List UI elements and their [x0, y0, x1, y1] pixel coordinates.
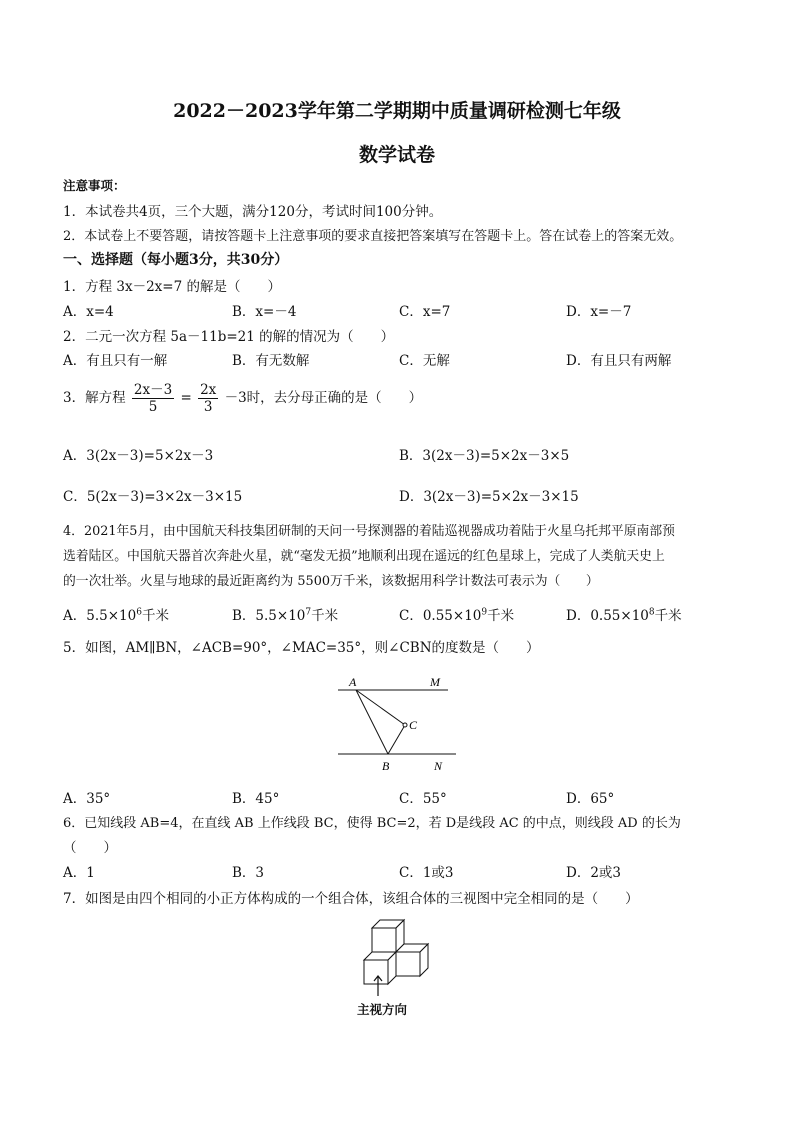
- cube-right: [396, 944, 428, 976]
- q2-stem: 2．二元一次方程 5a－11b=21 的解的情况为（ ）: [63, 329, 395, 345]
- q4-a-unit: 千米: [141, 608, 169, 624]
- q1-option-b: B．x=－4: [232, 304, 297, 320]
- q7-caption: 主视方向: [357, 1002, 408, 1017]
- q3-equals: =: [180, 390, 192, 406]
- q3-fraction-1: [132, 382, 174, 415]
- q5-option-c: C．55°: [399, 791, 447, 807]
- q3-option-c: C．5(2x－3)=3×2x－3×15: [63, 489, 243, 505]
- q6-paren: （ ）: [63, 840, 117, 856]
- label-c: C: [409, 718, 418, 732]
- label-a: A: [349, 675, 357, 689]
- q5-option-a: A．35°: [63, 791, 111, 807]
- q4-option-a: [63, 604, 169, 624]
- q6-stem: 6．已知线段 AB=4，在直线 AB 上作线段 BC，使得 BC=2，若 D是线段 AC 的中点，则线段 AD 的长为: [63, 816, 681, 831]
- q2-option-c: C．无解: [399, 353, 450, 369]
- label-m: M: [430, 675, 440, 689]
- q3-stem: [63, 382, 422, 415]
- q3-option-d: D．3(2x－3)=5×2x－3×15: [399, 489, 579, 505]
- q2-option-b: B．有无数解: [232, 353, 310, 369]
- q4-a-exponent: 6: [136, 607, 142, 618]
- point-c: [403, 723, 407, 727]
- q5-option-b: B．45°: [232, 791, 280, 807]
- q5-figure: [330, 672, 470, 774]
- q1-option-d: D．x=－7: [566, 304, 632, 320]
- q3-option-a: A．3(2x－3)=5×2x－3: [63, 448, 214, 464]
- q4-option-d: [566, 604, 682, 624]
- page-title: 2022－2023学年第二学期期中质量调研检测七年级: [173, 100, 621, 122]
- q3-suffix: －3时，去分母正确的是（ ）: [224, 390, 423, 406]
- view-direction-arrow-icon: [368, 974, 388, 998]
- q1-stem: 1．方程 3x－2x=7 的解是（ ）: [63, 279, 281, 295]
- q4-line-1: 4．2021年5月，由中国航天科技集团研制的天问一号探测器的着陆巡视器成功着陆于火星乌托邦平原南部预: [63, 524, 675, 539]
- q4-d-unit: 千米: [654, 608, 682, 624]
- q4-a-base: A．5.5×10: [63, 608, 137, 624]
- label-n: N: [434, 759, 443, 773]
- label-b: B: [382, 759, 390, 773]
- q3-fraction-1-denominator: 5: [148, 399, 158, 415]
- q6-option-d: D．2或3: [566, 865, 622, 881]
- segment-cb: [388, 725, 405, 754]
- segment-ab: [356, 690, 388, 754]
- q5-option-d: D．65°: [566, 791, 615, 807]
- q4-line-3: 的一次壮举。火星与地球的最近距离约为 5500万千米，该数据用科学计数法可表示为（ ）: [63, 574, 599, 589]
- q4-b-unit: 千米: [311, 608, 339, 624]
- q1-option-c: C．x=7: [399, 304, 451, 320]
- q3-fraction-2: [198, 382, 218, 415]
- q5-stem: 5．如图，AM∥BN，∠ACB=90°，∠MAC=35°，则∠CBN的度数是（ ）: [63, 640, 540, 656]
- q4-c-unit: 千米: [487, 608, 515, 624]
- q3-prefix: 3．解方程: [63, 390, 126, 406]
- q2-option-a: A．有且只有一解: [63, 353, 168, 369]
- q4-b-base: B．5.5×10: [232, 608, 306, 624]
- segment-ac: [356, 690, 405, 725]
- q3-fraction-2-denominator: 3: [203, 399, 213, 415]
- q3-option-b: B．3(2x－3)=5×2x－3×5: [399, 448, 570, 464]
- cube-top: [372, 920, 404, 952]
- q3-fraction-1-numerator: 2x－3: [133, 382, 173, 398]
- q4-c-exponent: 9: [481, 607, 488, 618]
- q4-d-base: D．0.55×10: [566, 608, 649, 624]
- q4-b-exponent: 7: [305, 607, 312, 618]
- notes-heading: 注意事项：: [63, 178, 126, 193]
- q4-d-exponent: 8: [648, 607, 655, 618]
- section-heading: 一、选择题（每小题3分，共30分）: [63, 252, 289, 268]
- page-subtitle: 数学试卷: [358, 144, 435, 166]
- q6-option-c: C．1或3: [399, 865, 454, 881]
- q4-line-2: 选着陆区。中国航天器首次奔赴火星，就“毫发无损”地顺利出现在遥远的红色星球上，完成了人类航天史上: [63, 549, 665, 564]
- q4-c-base: C．0.55×10: [399, 608, 482, 624]
- q3-fraction-2-numerator: 2x: [200, 382, 217, 398]
- q2-option-d: D．有且只有两解: [566, 353, 672, 369]
- note-1: 1．本试卷共4页，三个大题，满分120分，考试时间100分钟。: [63, 204, 443, 220]
- q7-stem: 7．如图是由四个相同的小正方体构成的一个组合体，该组合体的三视图中完全相同的是（ ）: [63, 891, 639, 907]
- q7-cube-figure: [354, 914, 438, 986]
- q6-option-a: A．1: [63, 865, 95, 881]
- q6-option-b: B．3: [232, 865, 265, 881]
- q4-option-b: [232, 604, 338, 624]
- q1-option-a: A．x=4: [63, 304, 114, 320]
- note-2: 2．本试卷上不要答题，请按答题卡上注意事项的要求直接把答案填写在答题卡上。答在试卷上的答案无效。: [63, 229, 683, 244]
- q4-option-c: [399, 604, 514, 624]
